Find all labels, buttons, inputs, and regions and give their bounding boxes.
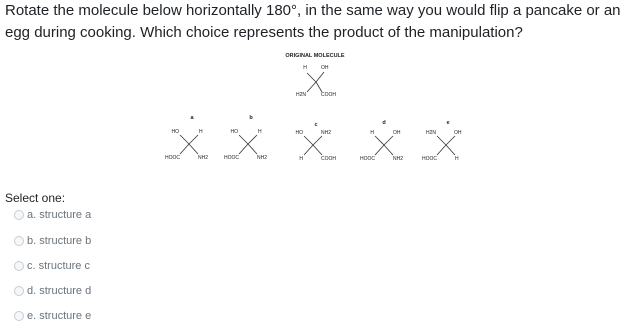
structure-c: [296, 122, 337, 162]
substituent-bottom-right: COOH: [321, 156, 336, 162]
substituent-top-left: H2N: [425, 130, 436, 136]
substituent-bottom-left: HOOC: [165, 155, 180, 161]
original-molecule: [296, 65, 336, 98]
structure-label: c: [314, 122, 318, 128]
substituent-top-left: HO: [171, 129, 179, 135]
structure-b: [224, 115, 267, 161]
substituent-top-right: H: [199, 129, 203, 135]
substituent-bottom-right: H: [455, 156, 459, 162]
substituent-bottom-left: HOOC: [224, 155, 239, 161]
option-b[interactable]: [14, 233, 91, 249]
substituent-top-right: NH2: [321, 130, 332, 136]
radio-button[interactable]: [14, 236, 24, 246]
radio-button[interactable]: [14, 286, 24, 296]
substituent-top-right: OH: [454, 130, 462, 136]
substituent-bottom-left: HOOC: [360, 156, 375, 162]
original-bottom-right: COOH: [321, 92, 336, 98]
substituent-bottom-left: HOOC: [422, 156, 437, 162]
option-label: e. structure e: [27, 310, 92, 322]
option-label: a. structure a: [27, 209, 92, 221]
structure-e: [422, 120, 462, 162]
original-molecule-title: ORIGINAL MOLECULE: [285, 53, 345, 59]
substituent-bottom-left: H: [299, 156, 303, 162]
option-label: c. structure c: [27, 260, 90, 272]
option-a[interactable]: [14, 207, 91, 223]
original-bottom-left: H2N: [295, 92, 306, 98]
structure-a: [165, 115, 208, 161]
radio-button[interactable]: [14, 210, 24, 220]
substituent-top-left: HO: [230, 129, 238, 135]
substituent-bottom-right: NH2: [257, 155, 268, 161]
substituent-top-right: H: [258, 129, 262, 135]
substituent-top-left: H: [370, 130, 374, 136]
radio-button[interactable]: [14, 311, 24, 321]
structure-label: b: [249, 115, 253, 121]
structure-label: d: [382, 120, 386, 126]
question-text: Rotate the molecule below horizontally 180°, in the same way you would flip a pancake or an egg during cooking. Which choice represents the product of the manipulation?: [5, 2, 621, 41]
option-e[interactable]: [14, 308, 91, 324]
substituent-bottom-right: NH2: [393, 156, 404, 162]
structure-d: [360, 120, 403, 162]
substituent-top-left: HO: [295, 130, 303, 136]
structure-label: e: [446, 120, 450, 126]
original-top-right: OH: [321, 65, 329, 71]
option-c[interactable]: [14, 258, 90, 274]
substituent-top-right: OH: [393, 130, 401, 136]
option-label: b. structure b: [27, 235, 92, 247]
select-one-label: Select one:: [5, 191, 66, 205]
option-label: d. structure d: [27, 285, 92, 297]
option-d[interactable]: [14, 283, 91, 299]
radio-button[interactable]: [14, 261, 24, 271]
original-top-left: H: [303, 65, 307, 71]
substituent-bottom-right: NH2: [198, 155, 209, 161]
structure-label: a: [190, 115, 194, 121]
